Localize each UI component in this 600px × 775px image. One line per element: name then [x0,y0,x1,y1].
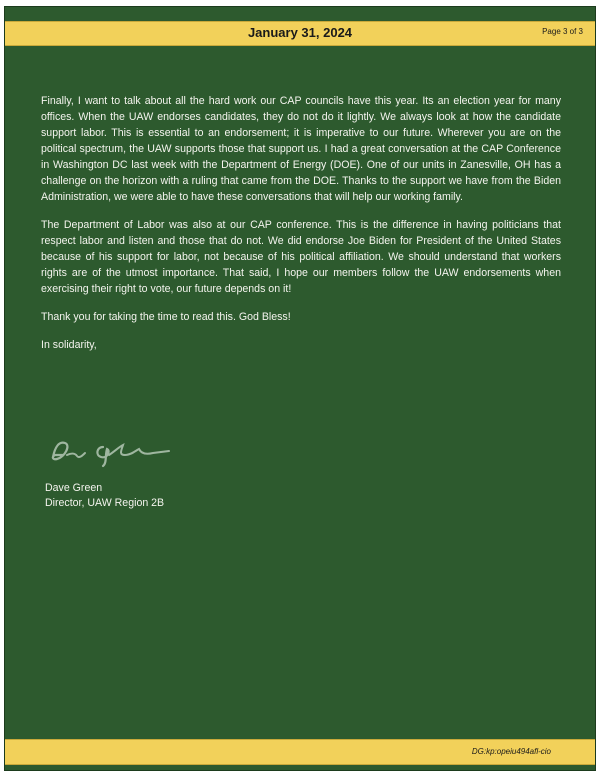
handwritten-signature [45,433,185,469]
paragraph-1: Finally, I want to talk about all the hard work our CAP councils have this year. Its an election year for many offices. When the UAW endorses candidates, they do not do it lightly. We always look at how the candidate support labor. This is essential to an endorsement; it is imperative to our future. Wherever you are on the political spectrum, the UAW supports those that support us. I had a great conversation at the CAP Conference in Washington DC last week with the Department of Energy (DOE). One of our units in Zanesville, OH has a challenge on the horizon with a ruling that came from the DOE. Thanks to the support we have from the Biden Administration, we were able to have these conversations that will help our working family. [41,95,561,203]
signer-name: Dave Green [45,482,103,494]
closing-line: In solidarity, [41,339,97,351]
letter-body [41,93,561,365]
paragraph-3: Thank you for taking the time to read this. God Bless! [41,311,291,323]
letter-date: January 31, 2024 [247,25,353,40]
footer-bar [5,739,595,765]
signer-block [45,481,164,511]
page-number: Page 3 of 3 [542,27,583,36]
signer-title: Director, UAW Region 2B [45,497,165,509]
paragraph-2: The Department of Labor was also at our CAP conference. This is the difference in having politicians that respect labor and listen and those that do not. We did endorse Joe Biden for President of the United States because of his support for labor, not because of his political affiliation. We should understand that workers rights are of the utmost importance. That said, I hope our members follow the UAW endorsements when exercising their right to vote, our future depends on it! [41,219,561,295]
letter-sheet [4,6,596,771]
reference-code: DG:kp:opeiu494afl-cio [471,747,551,756]
header-bar [5,21,595,46]
